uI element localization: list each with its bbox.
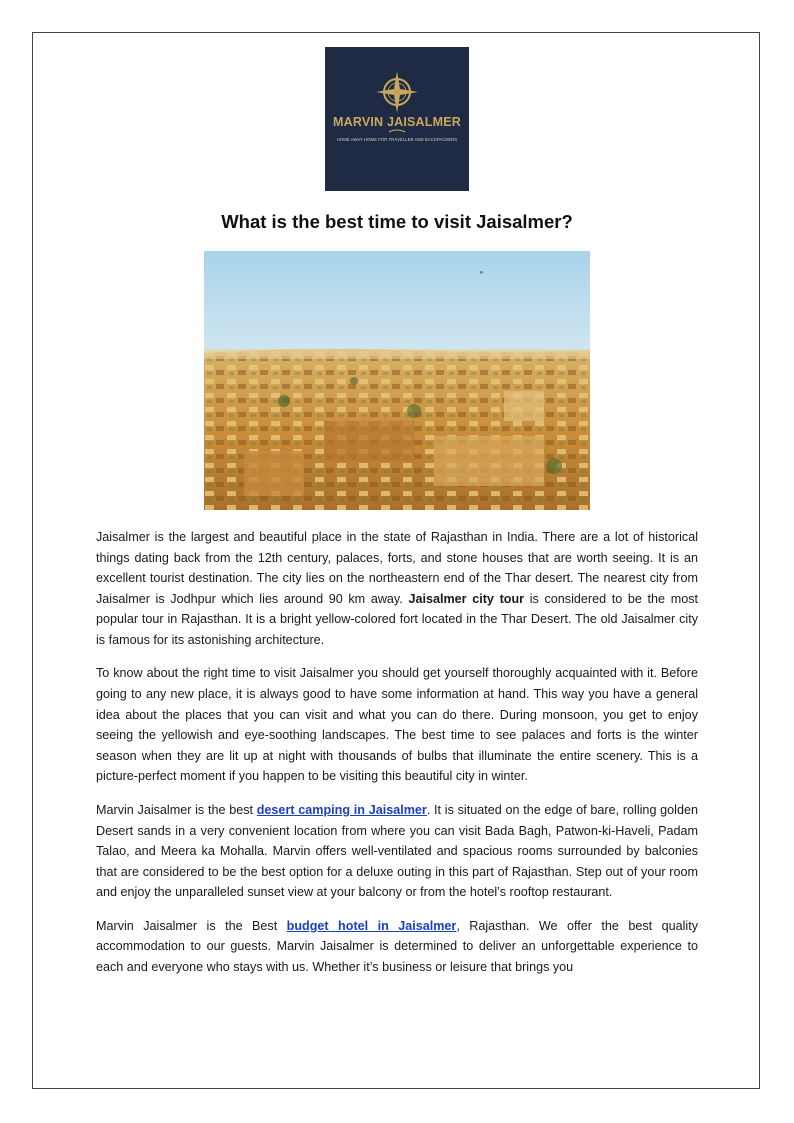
paragraph-hotel-text: Marvin Jaisalmer is the Best bbox=[96, 918, 287, 933]
brand-logo bbox=[325, 47, 469, 191]
city-illustration bbox=[204, 251, 590, 510]
budget-hotel-link[interactable]: budget hotel in Jaisalmer bbox=[286, 918, 457, 933]
paragraph-intro bbox=[96, 527, 698, 651]
paragraph-hotel-text-end: , Rajasthan. We offer the best quality accommodation to our guests. Marvin Jaisalmer is determined to deliver an unforgettable experience to each and everyone who stays with us. Whether it’s business or leisure that brings you bbox=[96, 918, 698, 974]
desert-camping-link[interactable]: desert camping in Jaisalmer bbox=[256, 802, 427, 817]
paragraph-desert-camping bbox=[96, 800, 698, 903]
paragraph-intro-text-end: is considered to be the most popular tour in Rajasthan. It is a bright yellow-colored fort located in the Thar Desert. The old Jaisalmer city is famous for its astonishing architecture. bbox=[96, 591, 698, 647]
paragraph-best-time: To know about the right time to visit Jaisalmer you should get yourself thoroughly acquainted with it. Before going to any new place, it is always good to have some information at hand. This way you have a general idea about the places that you can visit and what you can do there. During monsoon, you get to enjoy seeing the yellowish and eye-soothing landscapes. The best time to see palaces and forts is the winter season when they are lit up at night with thousands of bulbs that illuminate the entire scenery. This is a picture-perfect moment if you happen to be visiting this beautiful city in winter. bbox=[96, 666, 698, 784]
logo-tagline: HOME AWAY HOME FOR TRAVELLER AND BACKPACKERS bbox=[336, 137, 458, 142]
paragraph-intro-text: Jaisalmer is the largest and beautiful place in the state of Rajasthan in India. There are a lot of historical things dating back from the 12th century, palaces, forts, and stone houses that are worth seeing. It is an excellent tourist destination. The city lies on the northeastern end of the Thar desert. The nearest city from Jaisalmer is Jodhpur which lies around 90 km away. bbox=[96, 530, 698, 606]
logo-title: MARVIN JAISALMER bbox=[333, 115, 461, 129]
article-body bbox=[96, 527, 698, 990]
paragraph-camping-text-end: . It is situated on the edge of bare, rolling golden Desert sands in a very convenient location from where you can visit Bada Bagh, Patwon-ki-Haveli, Padam Talao, and Meera ka Mohalla. Marvin offers well-ventilated and spacious rooms surrounded by balconies that are considered to be the best option for a deluxe outing in this part of Rajasthan. Step out of your room and enjoy the unparalleled sunset view at your balcony or from the hotel’s rooftop restaurant. bbox=[96, 802, 698, 900]
paragraph-budget-hotel bbox=[96, 916, 698, 978]
city-tour-highlight: Jaisalmer city tour bbox=[408, 591, 525, 606]
jaisalmer-city-photo bbox=[204, 251, 590, 510]
paragraph-camping-text: Marvin Jaisalmer is the best bbox=[96, 802, 257, 817]
page-title: What is the best time to visit Jaisalmer? bbox=[221, 211, 573, 232]
